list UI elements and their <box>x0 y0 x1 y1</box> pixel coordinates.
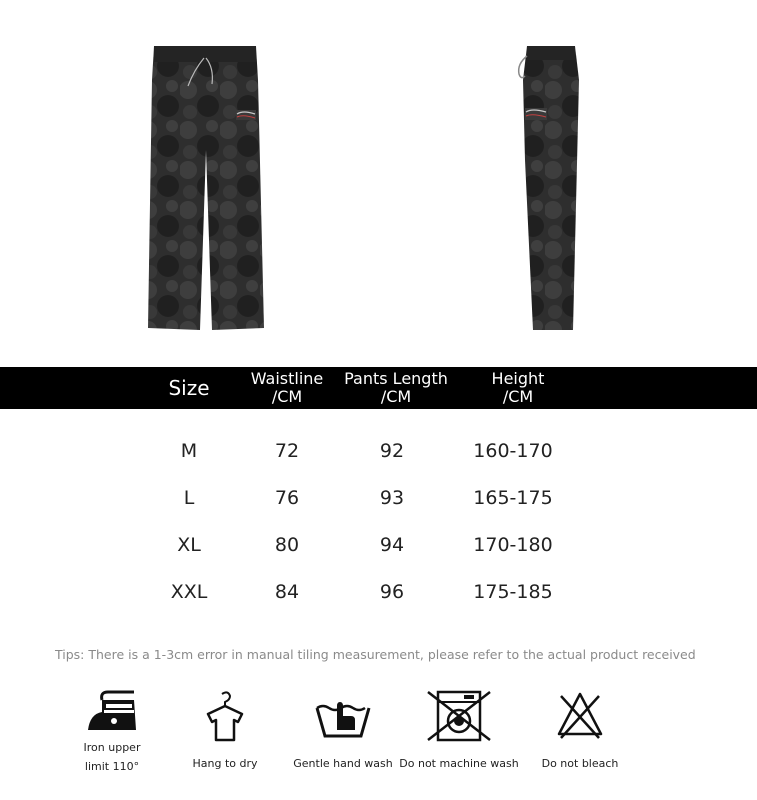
cell-waistline: 72 <box>274 440 300 462</box>
header-pants-length: Pants Length /CM <box>344 369 448 406</box>
header-waistline: Waistline /CM <box>250 369 324 406</box>
header-height: Height /CM <box>491 369 545 406</box>
cell-waistline: 80 <box>274 534 300 556</box>
hand-wash-icon <box>313 688 373 744</box>
pants-side-image <box>505 40 590 332</box>
care-no-bleach <box>535 688 625 773</box>
cell-waistline: 84 <box>274 581 300 603</box>
care-iron <box>72 688 152 776</box>
cell-pants-length: 92 <box>379 440 405 462</box>
table-row <box>0 534 757 564</box>
table-row <box>0 581 757 611</box>
no-machine-wash-icon <box>424 688 494 744</box>
size-table-header <box>0 367 757 409</box>
header-size: Size <box>168 376 210 400</box>
care-label: limit 110° <box>84 760 140 773</box>
cell-size: XL <box>177 534 201 556</box>
iron-icon <box>82 688 142 738</box>
care-hand-wash <box>290 688 396 773</box>
table-row <box>0 440 757 470</box>
care-hang-dry <box>180 688 270 773</box>
measurement-tips: Tips: There is a 1-3cm error in manual tiling measurement, please refer to the actual product received <box>55 647 696 662</box>
care-label: Do not machine wash <box>399 757 519 770</box>
care-no-machine-wash <box>398 688 520 773</box>
cell-pants-length: 93 <box>379 487 405 509</box>
pants-front-image <box>140 40 270 332</box>
product-images <box>0 0 757 365</box>
cell-size: XXL <box>170 581 208 603</box>
care-label: Iron upper <box>83 741 141 754</box>
cell-size: M <box>180 440 198 462</box>
no-bleach-icon <box>555 688 605 744</box>
care-label: Hang to dry <box>192 757 258 770</box>
cell-height: 170-180 <box>473 534 553 556</box>
table-row <box>0 487 757 517</box>
cell-height: 165-175 <box>473 487 553 509</box>
cell-pants-length: 96 <box>379 581 405 603</box>
care-label: Gentle hand wash <box>293 757 393 770</box>
cell-waistline: 76 <box>274 487 300 509</box>
cell-pants-length: 94 <box>379 534 405 556</box>
care-label: Do not bleach <box>541 757 619 770</box>
cell-height: 175-185 <box>473 581 553 603</box>
hang-to-dry-icon <box>200 688 250 748</box>
cell-size: L <box>183 487 195 509</box>
cell-height: 160-170 <box>473 440 553 462</box>
